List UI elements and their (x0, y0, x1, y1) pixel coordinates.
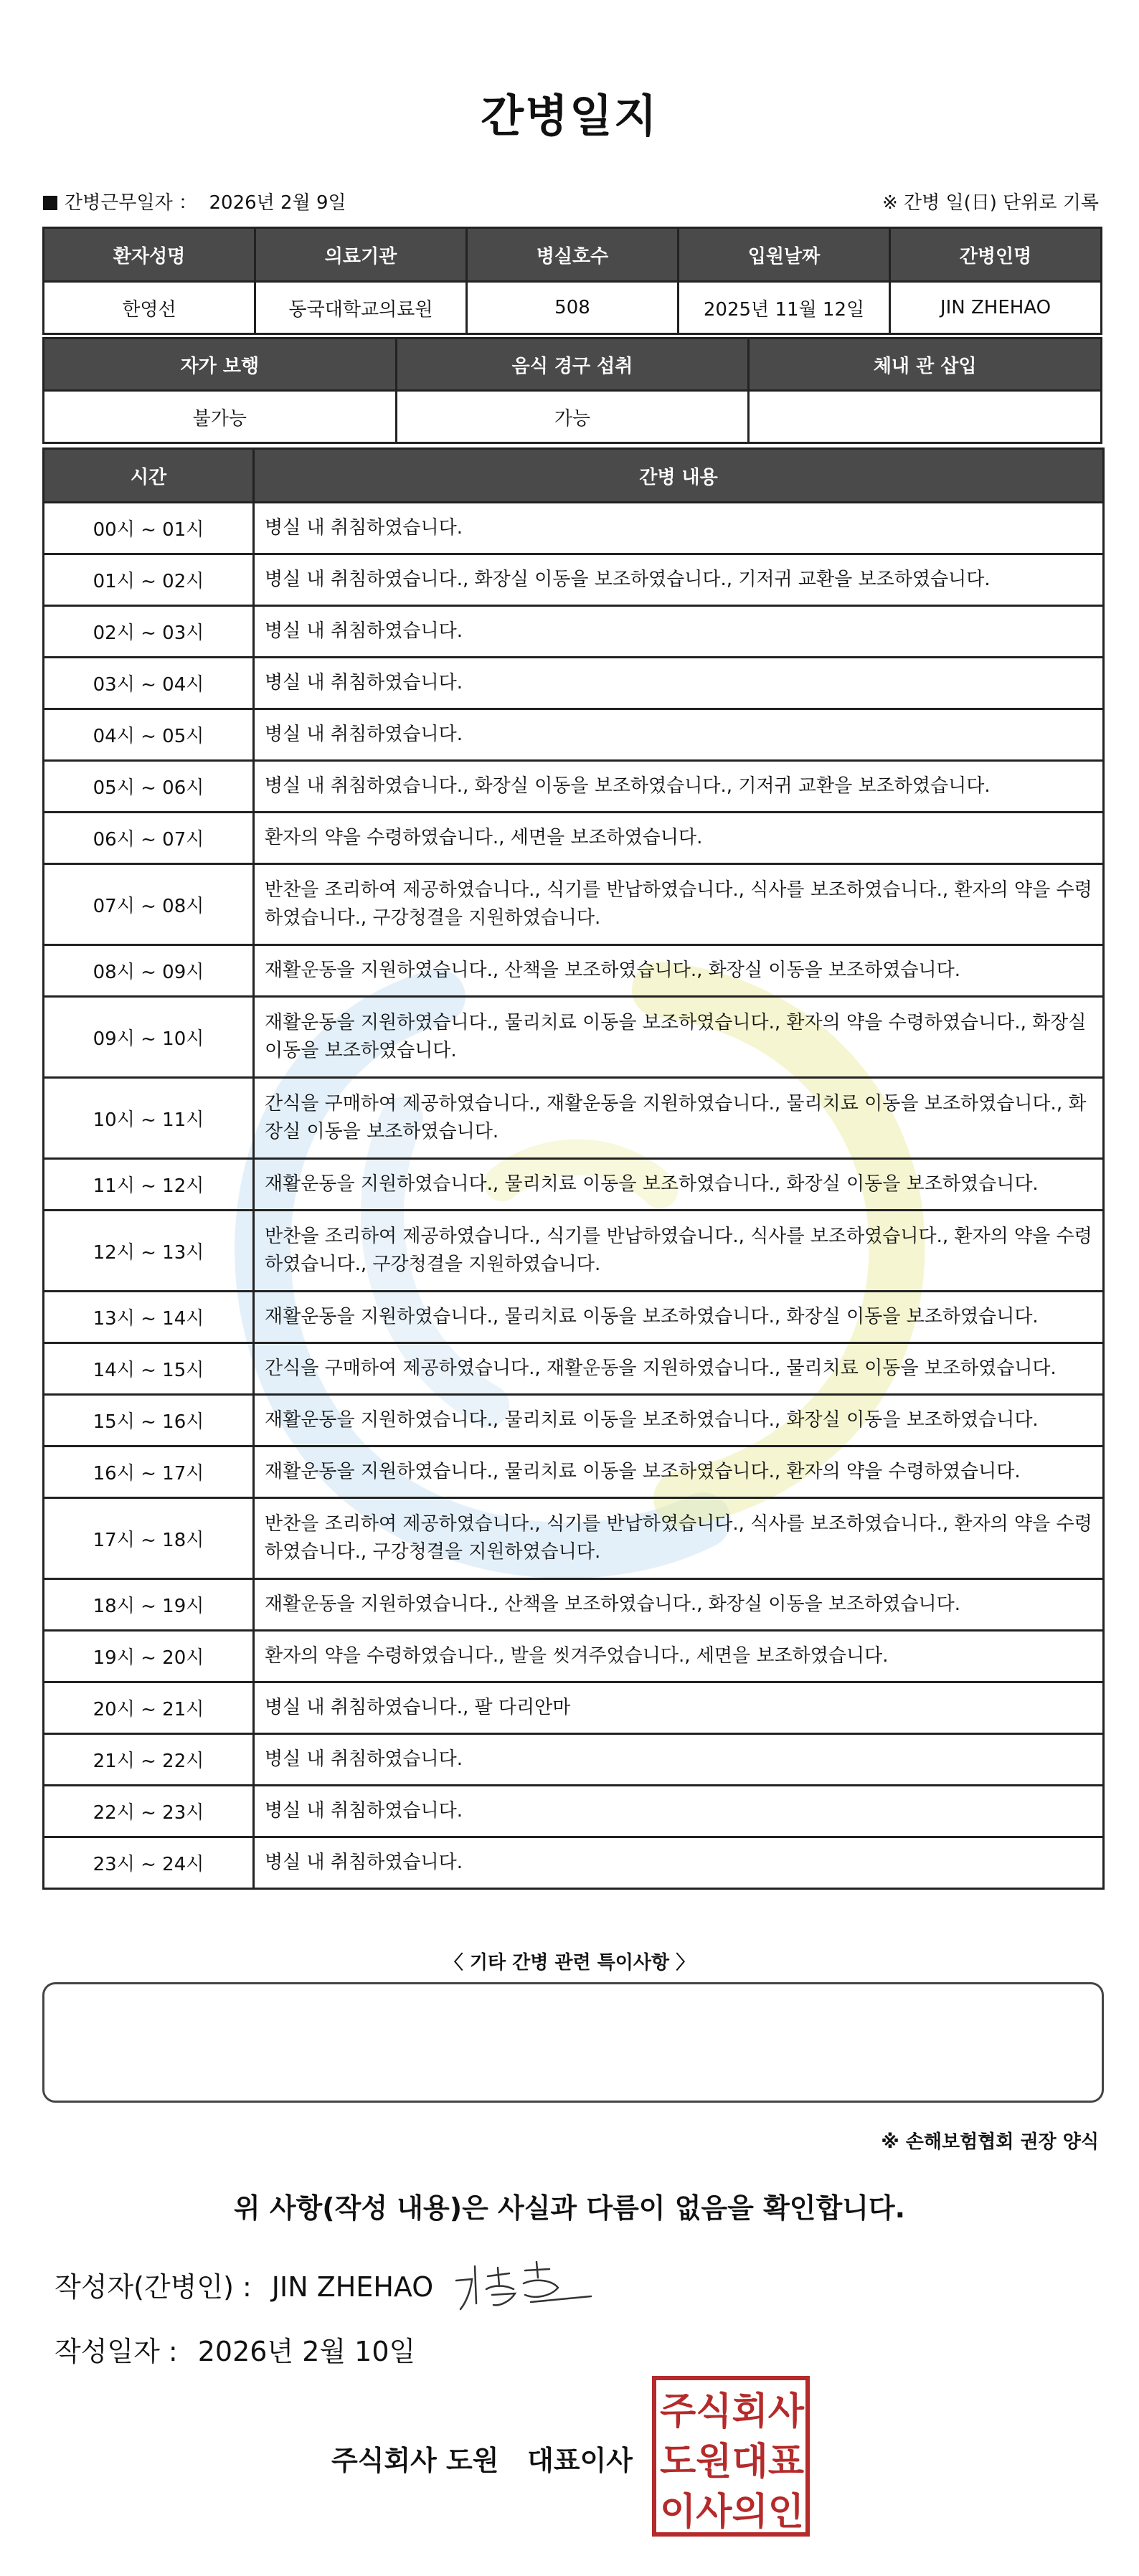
time-cell: 17시 ~ 18시 (44, 1498, 254, 1579)
writer-name: JIN ZHEHAO (271, 2271, 434, 2303)
time-cell: 19시 ~ 20시 (44, 1631, 254, 1682)
svg-text:이사의인: 이사의인 (660, 2491, 804, 2534)
header-room: 병실호수 (467, 228, 679, 282)
room-number: 508 (467, 282, 679, 334)
work-date-value: 2026년 2월 9일 (209, 192, 346, 214)
time-cell: 10시 ~ 11시 (44, 1078, 254, 1159)
time-cell: 20시 ~ 21시 (44, 1682, 254, 1734)
table-row (44, 709, 1104, 761)
time-cell: 16시 ~ 17시 (44, 1446, 254, 1498)
time-cell: 06시 ~ 07시 (44, 813, 254, 864)
table-row (44, 1078, 1104, 1159)
content-cell: 재활운동을 지원하였습니다., 산책을 보조하였습니다., 화장실 이동을 보조하였습니다. (254, 945, 1104, 997)
content-cell: 재활운동을 지원하였습니다., 물리치료 이동을 보조하였습니다., 화장실 이동을 보조하였습니다. (254, 1292, 1104, 1343)
time-cell: 18시 ~ 19시 (44, 1579, 254, 1631)
content-cell: 병실 내 취침하였습니다. (254, 709, 1104, 761)
content-cell: 재활운동을 지원하였습니다., 산책을 보조하였습니다., 화장실 이동을 보조하였습니다. (254, 1579, 1104, 1631)
time-cell: 14시 ~ 15시 (44, 1343, 254, 1395)
table-row (44, 606, 1104, 658)
date-value: 2026년 2월 10일 (197, 2336, 416, 2367)
patient-info-value-row (44, 282, 1102, 334)
time-cell: 09시 ~ 10시 (44, 997, 254, 1078)
content-cell: 재활운동을 지원하였습니다., 물리치료 이동을 보조하였습니다., 화장실 이동을 보조하였습니다. (254, 1395, 1104, 1446)
schedule-header-row (44, 449, 1104, 503)
table-row (44, 1343, 1104, 1395)
svg-text:주식회사: 주식회사 (660, 2390, 804, 2433)
header-self-walking: 자가 보행 (44, 338, 397, 391)
special-notes-title: 〈 기타 간병 관련 특이사항 〉 (444, 1952, 695, 1974)
time-cell: 08시 ~ 09시 (44, 945, 254, 997)
table-row (44, 761, 1104, 813)
table-row (44, 1682, 1104, 1734)
time-cell: 02시 ~ 03시 (44, 606, 254, 658)
content-cell: 병실 내 취침하였습니다., 팔 다리안마 (254, 1682, 1104, 1734)
handwritten-signature (450, 2252, 594, 2316)
work-date (43, 188, 346, 214)
content-cell: 병실 내 취침하였습니다. (254, 606, 1104, 658)
header-care-content: 간병 내용 (254, 449, 1104, 503)
content-cell: 병실 내 취침하였습니다. (254, 1837, 1104, 1889)
document-title: 간병일지 (481, 90, 658, 142)
unit-note: ※ 간병 일(日) 단위로 기록 (882, 192, 1099, 214)
tube-insertion-value (749, 391, 1102, 443)
content-cell: 반찬을 조리하여 제공하였습니다., 식기를 반납하였습니다., 식사를 보조하였습니다., 환자의 약을 수령하였습니다., 구강청결을 지원하였습니다. (254, 1211, 1104, 1292)
time-cell: 13시 ~ 14시 (44, 1292, 254, 1343)
table-row (44, 1579, 1104, 1631)
table-row (44, 864, 1104, 945)
content-cell: 병실 내 취침하였습니다. (254, 1734, 1104, 1786)
time-cell: 23시 ~ 24시 (44, 1837, 254, 1889)
writing-date-line (55, 2329, 415, 2369)
writer-line (55, 2265, 433, 2304)
patient-info-header-row (44, 228, 1102, 282)
status-info-header-row (44, 338, 1102, 391)
header-time: 시간 (44, 449, 254, 503)
table-row (44, 1631, 1104, 1682)
svg-text:도원대표: 도원대표 (660, 2440, 804, 2483)
company-seal (651, 2375, 810, 2537)
header-admission-date: 입원날짜 (679, 228, 890, 282)
table-row (44, 1159, 1104, 1211)
recommend-note: ※ 손해보험협회 권장 양식 (881, 2131, 1099, 2153)
header-tube-insertion: 체내 관 삽입 (749, 338, 1102, 391)
time-cell: 11시 ~ 12시 (44, 1159, 254, 1211)
content-cell: 반찬을 조리하여 제공하였습니다., 식기를 반납하였습니다., 식사를 보조하였습니다., 환자의 약을 수령하였습니다., 구강청결을 지원하였습니다. (254, 1498, 1104, 1579)
status-info-table (42, 337, 1102, 444)
time-cell: 05시 ~ 06시 (44, 761, 254, 813)
table-row (44, 1837, 1104, 1889)
content-cell: 간식을 구매하여 제공하였습니다., 재활운동을 지원하였습니다., 물리치료 이동을 보조하였습니다. (254, 1343, 1104, 1395)
content-cell: 병실 내 취침하였습니다., 화장실 이동을 보조하였습니다., 기저귀 교환을 보조하였습니다. (254, 761, 1104, 813)
confirm-statement: 위 사항(작성 내용)은 사실과 다름이 없음을 확인합니다. (233, 2192, 906, 2224)
hospital-name: 동국대학교의료원 (255, 282, 467, 334)
time-cell: 07시 ~ 08시 (44, 864, 254, 945)
header-oral-intake: 음식 경구 섭취 (396, 338, 749, 391)
table-row (44, 503, 1104, 554)
time-cell: 00시 ~ 01시 (44, 503, 254, 554)
table-row (44, 997, 1104, 1078)
content-cell: 병실 내 취침하였습니다. (254, 658, 1104, 709)
content-cell: 재활운동을 지원하였습니다., 물리치료 이동을 보조하였습니다., 화장실 이동을 보조하였습니다. (254, 1159, 1104, 1211)
oral-intake-value: 가능 (396, 391, 749, 443)
self-walking-value: 불가능 (44, 391, 397, 443)
company-representative: 주식회사 도원 대표이사 (331, 2445, 633, 2476)
work-date-label: 간병근무일자 ： (65, 192, 197, 214)
patient-name: 한영선 (44, 282, 255, 334)
writer-label: 작성자(간병인) : (55, 2271, 252, 2303)
time-cell: 04시 ~ 05시 (44, 709, 254, 761)
table-row (44, 658, 1104, 709)
time-cell: 15시 ~ 16시 (44, 1395, 254, 1446)
header-hospital: 의료기관 (255, 228, 467, 282)
special-notes-box (42, 1982, 1104, 2103)
content-cell: 환자의 약을 수령하였습니다., 세면을 보조하였습니다. (254, 813, 1104, 864)
time-cell: 22시 ~ 23시 (44, 1786, 254, 1837)
patient-info-table (42, 227, 1102, 335)
table-row (44, 1292, 1104, 1343)
table-row (44, 1211, 1104, 1292)
care-schedule-table (42, 448, 1105, 1890)
header-caregiver-name: 간병인명 (890, 228, 1102, 282)
content-cell: 병실 내 취침하였습니다. (254, 1786, 1104, 1837)
time-cell: 21시 ~ 22시 (44, 1734, 254, 1786)
content-cell: 간식을 구매하여 제공하였습니다., 재활운동을 지원하였습니다., 물리치료 이동을 보조하였습니다., 화장실 이동을 보조하였습니다. (254, 1078, 1104, 1159)
table-row (44, 813, 1104, 864)
content-cell: 재활운동을 지원하였습니다., 물리치료 이동을 보조하였습니다., 환자의 약을 수령하였습니다., 화장실 이동을 보조하였습니다. (254, 997, 1104, 1078)
time-cell: 12시 ~ 13시 (44, 1211, 254, 1292)
content-cell: 병실 내 취침하였습니다. (254, 503, 1104, 554)
content-cell: 환자의 약을 수령하였습니다., 발을 씻겨주었습니다., 세면을 보조하였습니다. (254, 1631, 1104, 1682)
caregiver-name: JIN ZHEHAO (890, 282, 1102, 334)
table-row (44, 1395, 1104, 1446)
table-row (44, 554, 1104, 606)
time-cell: 03시 ~ 04시 (44, 658, 254, 709)
table-row (44, 1498, 1104, 1579)
time-cell: 01시 ~ 02시 (44, 554, 254, 606)
content-cell: 재활운동을 지원하였습니다., 물리치료 이동을 보조하였습니다., 환자의 약을 수령하였습니다. (254, 1446, 1104, 1498)
table-row (44, 1734, 1104, 1786)
content-cell: 병실 내 취침하였습니다., 화장실 이동을 보조하였습니다., 기저귀 교환을 보조하였습니다. (254, 554, 1104, 606)
admission-date: 2025년 11월 12일 (679, 282, 890, 334)
table-row (44, 1786, 1104, 1837)
header-patient-name: 환자성명 (44, 228, 255, 282)
square-bullet-icon (43, 196, 57, 210)
table-row (44, 945, 1104, 997)
content-cell: 반찬을 조리하여 제공하였습니다., 식기를 반납하였습니다., 식사를 보조하였습니다., 환자의 약을 수령하였습니다., 구강청결을 지원하였습니다. (254, 864, 1104, 945)
status-info-value-row (44, 391, 1102, 443)
table-row (44, 1446, 1104, 1498)
date-label: 작성일자 : (55, 2336, 178, 2367)
